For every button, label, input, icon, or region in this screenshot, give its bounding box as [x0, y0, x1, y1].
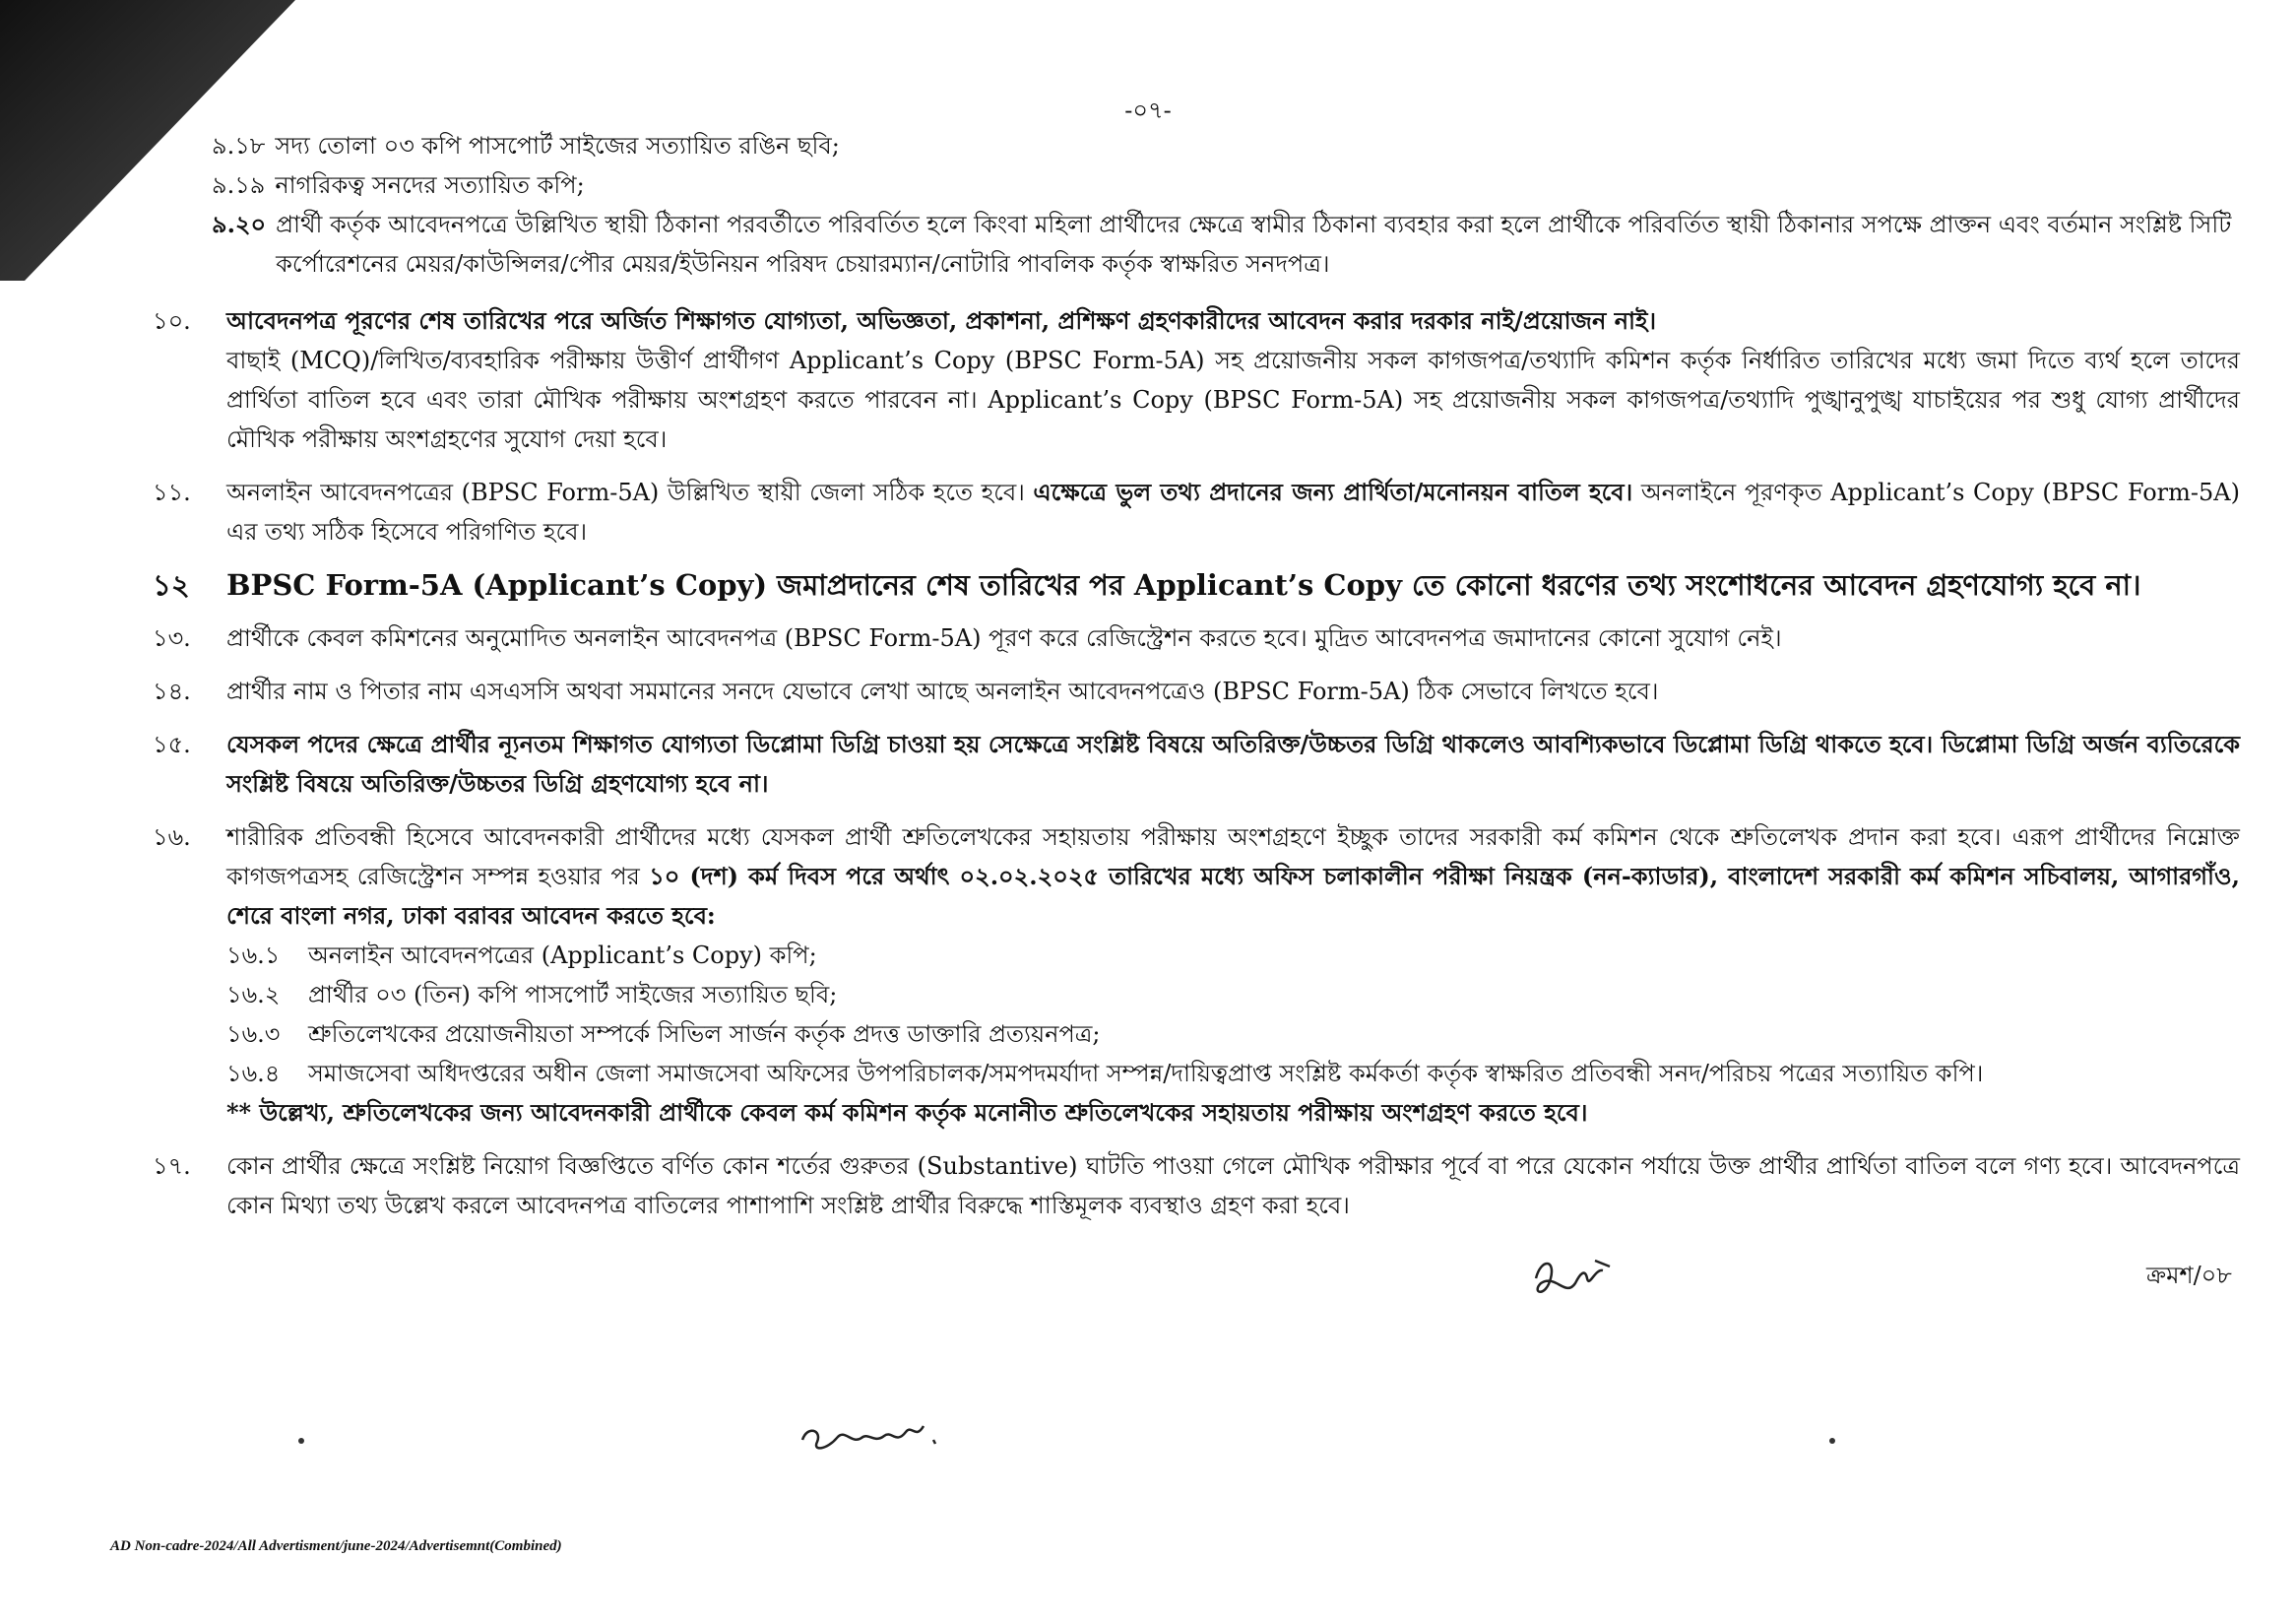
sub-item-9-18 — [212, 126, 2240, 165]
sub-item-text: অনলাইন আবেদনপত্রের (Applicant’s Copy) কপি; — [308, 942, 817, 969]
item-16 — [153, 817, 2240, 1133]
scribe-note: ** উল্লেখ্য, শ্রুতিলেখকের জন্য আবেদনকারী প্রার্থীকে কেবল কর্ম কমিশন কর্তৃক মনোনীত শ্রুতিলেখকের সহায়তায় পরীক্ষায় অংশগ্রহণ করতে হবে। — [226, 1098, 1588, 1127]
scan-dot — [1829, 1438, 1835, 1444]
item-bold-text: যেসকল পদের ক্ষেত্রে প্রার্থীর ন্যূনতম শিক্ষাগত যোগ্যতা ডিপ্লোমা ডিগ্রি চাওয়া হয় সেক্ষেত্রে সংশ্লিষ্ট বিষয়ে অতিরিক্ত/উচ্চতর ডিগ্রি থাকলেও আবশ্যিকভাবে ডিপ্লোমা ডিগ্রি থাকতে হবে। ডিপ্লোমা ডিগ্রি অর্জন ব্যতিরেকে সংশ্লিষ্ট বিষয়ে অতিরিক্ত/উচ্চতর ডিগ্রি গ্রহণযোগ্য হবে না। — [226, 730, 2240, 798]
item-text: অনলাইনে পূরণকৃত Applicant’s Copy (BPSC Form-5A) এর তথ্য সঠিক হিসেবে পরিগণিত হবে। — [226, 479, 2240, 546]
sub-item-text: সদ্য তোলা ০৩ কপি পাসপোর্ট সাইজের সত্যায়িত রঙিন ছবি; — [275, 132, 840, 160]
sub-item-number: ১৬.৩ — [226, 1020, 281, 1048]
item-11 — [153, 473, 2240, 552]
item-text: প্রার্থীকে কেবল কমিশনের অনুমোদিত অনলাইন আবেদনপত্র (BPSC Form-5A) পূরণ করে রেজিস্ট্রেশন করতে হবে। মুদ্রিত আবেদনপত্র জমাদানের কোনো সুযোগ নেই। — [226, 624, 1782, 652]
sub-item-9-20 — [212, 205, 2240, 284]
item-13 — [153, 618, 2240, 658]
page-number: -০৭- — [1124, 97, 1172, 124]
item-text: প্রার্থীর নাম ও পিতার নাম এসএসসি অথবা সমমানের সনদে যেভাবে লেখা আছে অনলাইন আবেদনপত্রেও (BPSC Form-5A) ঠিক সেভাবে লিখতে হবে। — [226, 678, 1659, 705]
sub-item-16-1 — [226, 936, 2240, 975]
item-text: অনলাইন আবেদনপত্রের (BPSC Form-5A) উল্লিখিত স্থায়ী জেলা সঠিক হতে হবে। — [226, 479, 1025, 506]
item-number: ১৬. — [153, 823, 191, 851]
scan-dot — [298, 1438, 304, 1444]
document-footer: AD Non-cadre-2024/All Advertisment/june-2024/Advertisemnt(Combined) — [110, 1538, 562, 1554]
continued-marker: ক্রমশ/০৮ — [2146, 1262, 2232, 1289]
item-text: বাছাই (MCQ)/লিখিত/ব্যবহারিক পরীক্ষায় উত্তীর্ণ প্রার্থীগণ Applicant’s Copy (BPSC Form-5A) সহ প্রয়োজনীয় সকল কাগজপত্র/তথ্যাদি কমিশন কর্তৃক নির্ধারিত তারিখের মধ্যে জমা দিতে ব্যর্থ হলে তাদের প্রার্থিতা বাতিল হবে এবং তারা মৌখিক পরীক্ষায় অংশগ্রহণ করতে পারবেন না। Applicant’s Copy (BPSC Form-5A) সহ প্রয়োজনীয় সকল কাগজপত্র/তথ্যাদি পুঙ্খানুপুঙ্খ যাচাইয়ের পর শুধু যোগ্য প্রার্থীদের মৌখিক পরীক্ষায় অংশগ্রহণের সুযোগ দেয়া হবে। — [226, 347, 2240, 453]
item-17 — [153, 1146, 2240, 1225]
item-number: ১৭. — [153, 1152, 191, 1180]
item-bold-text: ১০ (দশ) কর্ম দিবস পরে অর্থাৎ ০২.০২.২০২৫ তারিখের মধ্যে অফিস চলাকালীন পরীক্ষা নিয়ন্ত্রক (নন-ক্যাডার), বাংলাদেশ সরকারী কর্ম কমিশন সচিবালয়, আগারগাঁও, শেরে বাংলা নগর, ঢাকা বরাবর আবেদন করতে হবে: — [226, 862, 2240, 930]
item-text: কোন প্রার্থীর ক্ষেত্রে সংশ্লিষ্ট নিয়োগ বিজ্ঞপ্তিতে বর্ণিত কোন শর্তের গুরুতর (Substantive) ঘাটতি পাওয়া গেলে মৌখিক পরীক্ষার পূর্বে বা পরে যেকোন পর্যায়ে উক্ত প্রার্থীর প্রার্থিতা বাতিল বলে গণ্য হবে। আবেদনপত্রে কোন মিথ্যা তথ্য উল্লেখ করলে আবেদনপত্র বাতিলের পাশাপাশি সংশ্লিষ্ট প্রার্থীর বিরুদ্ধে শাস্তিমূলক ব্যবস্থাও গ্রহণ করা হবে। — [226, 1152, 2240, 1219]
item-15 — [153, 725, 2240, 804]
signature-initials — [1526, 1249, 1625, 1308]
item-10 — [153, 301, 2240, 459]
sub-item-text: প্রার্থী কর্তৃক আবেদনপত্রে উল্লিখিত স্থায়ী ঠিকানা পরবর্তীতে পরিবর্তিত হলে কিংবা মহিলা প্রার্থীদের ক্ষেত্রে স্বামীর ঠিকানা ব্যবহার করা হলে প্রার্থীকে পরিবর্তিত স্থায়ী ঠিকানার সপক্ষে প্রাক্তন এবং বর্তমান সংশ্লিষ্ট সিটি কর্পোরেশনের মেয়র/কাউন্সিলর/পৌর মেয়র/ইউনিয়ন পরিষদ চেয়ারম্যান/নোটারি পাবলিক কর্তৃক স্বাক্ষরিত সনদপত্র। — [276, 211, 2232, 278]
item-text: শারীরিক প্রতিবন্ধী হিসেবে আবেদনকারী প্রার্থীদের মধ্যে যেসকল প্রার্থী শ্রুতিলেখকের সহায়তায় পরীক্ষায় অংশগ্রহণে ইচ্ছুক তাদের সরকারী কর্ম কমিশন থেকে শ্রুতিলেখক প্রদান করা হবে। এরূপ প্রার্থীদের নিম্নোক্ত কাগজপত্রসহ রেজিস্ট্রেশন সম্পন্ন হওয়ার পর — [226, 823, 2240, 890]
item-number: ১৫. — [153, 731, 191, 758]
sub-item-number: ৯.১৯ — [212, 171, 266, 199]
item-number: ১১. — [153, 479, 191, 506]
sub-item-number: ১৬.২ — [226, 981, 281, 1008]
sub-item-text: শ্রুতিলেখকের প্রয়োজনীয়তা সম্পর্কে সিভিল সার্জন কর্তৃক প্রদত্ত ডাক্তারি প্রত্যয়নপত্র; — [308, 1020, 1101, 1048]
sub-item-number: ১৬.৪ — [226, 1060, 281, 1087]
document-body — [153, 126, 2240, 1225]
sub-item-number: ৯.২০ — [212, 210, 267, 238]
sub-item-number: ১৬.১ — [226, 942, 281, 969]
sub-item-text: সমাজসেবা অধিদপ্তরের অধীন জেলা সমাজসেবা অফিসের উপপরিচালক/সমপদমর্যাদা সম্পন্ন/দায়িত্বপ্রাপ্ত সংশ্লিষ্ট কর্মকর্তা কর্তৃক স্বাক্ষরিত প্রতিবন্ধী সনদ/পরিচয় পত্রের সত্যায়িত কপি। — [308, 1060, 1984, 1087]
item-14 — [153, 672, 2240, 711]
item-bold-text: এক্ষেত্রে ভুল তথ্য প্রদানের জন্য প্রার্থিতা/মনোনয়ন বাতিল হবে। — [1033, 478, 1633, 506]
item-number: ১৪. — [153, 678, 191, 705]
sub-item-text: প্রার্থীর ০৩ (তিন) কপি পাসপোর্ট সাইজের সত্যায়িত ছবি; — [308, 981, 838, 1008]
item-bold-text: BPSC Form-5A (Applicant’s Copy) জমাপ্রদানের শেষ তারিখের পর Applicant’s Copy তে কোনো ধরণের তথ্য সংশোধনের আবেদন গ্রহণযোগ্য হবে না। — [226, 568, 2141, 602]
item-number: ১২ — [153, 568, 190, 602]
signature — [797, 1410, 955, 1460]
sub-item-9-19 — [212, 165, 2240, 205]
sub-item-16-2 — [226, 975, 2240, 1014]
sub-item-16-4 — [226, 1054, 2240, 1093]
item-number: ১০. — [153, 307, 191, 335]
sub-item-16-3 — [226, 1014, 2240, 1054]
sub-item-number: ৯.১৮ — [212, 132, 266, 160]
item-12 — [153, 565, 2240, 605]
item-number: ১৩. — [153, 624, 191, 652]
sub-item-text: নাগরিকত্ব সনদের সত্যায়িত কপি; — [275, 171, 585, 199]
item-bold-text: আবেদনপত্র পূরণের শেষ তারিখের পরে অর্জিত শিক্ষাগত যোগ্যতা, অভিজ্ঞতা, প্রকাশনা, প্রশিক্ষণ গ্রহণকারীদের আবেদন করার দরকার নাই/প্রয়োজন নাই। — [226, 306, 1657, 335]
